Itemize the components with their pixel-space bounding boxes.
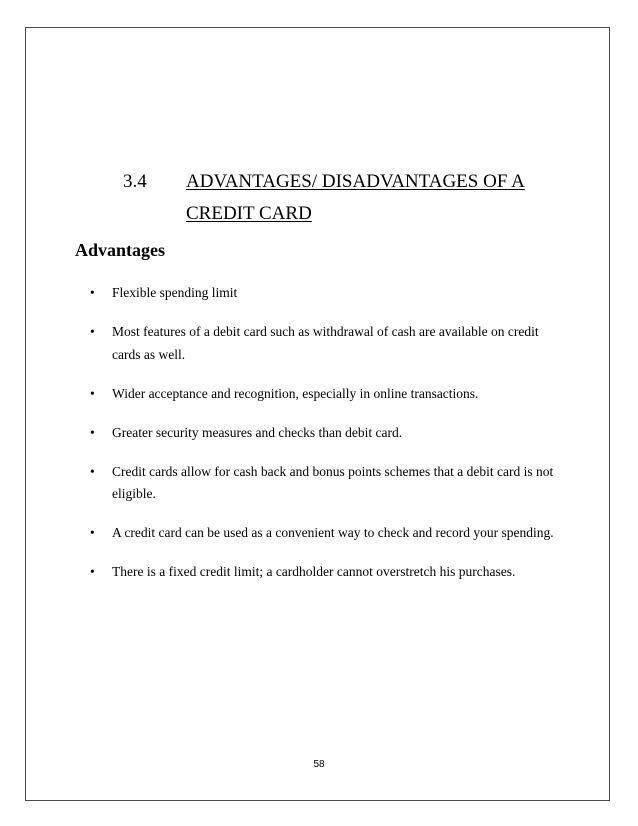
- bullet-icon: •: [90, 564, 95, 579]
- list-item-text: Wider acceptance and recognition, especially in online transactions.: [112, 385, 479, 401]
- list-item: [90, 522, 570, 545]
- list-item-text: Flexible spending limit: [112, 285, 238, 300]
- advantages-heading: Advantages: [75, 240, 166, 260]
- bullet-icon: •: [90, 463, 95, 479]
- list-item-text: Credit cards allow for cash back and bonus points schemes that a debit card is not eligible.: [112, 463, 554, 501]
- list-item: [90, 321, 570, 366]
- list-item-text: A credit card can be used as a convenient way to check and record your spending.: [112, 525, 554, 540]
- bullet-icon: •: [90, 324, 95, 339]
- section-number: 3.4: [123, 171, 147, 192]
- list-item: [90, 561, 570, 584]
- section-title: ADVANTAGES/ DISADVANTAGES OF A CREDIT CARD: [186, 171, 525, 224]
- list-item-text: There is a fixed credit limit; a cardholder cannot overstretch his purchases.: [112, 564, 516, 579]
- list-item: [90, 422, 570, 445]
- bullet-icon: •: [90, 424, 95, 440]
- advantages-list: [90, 282, 570, 600]
- page-number: 58: [313, 759, 325, 770]
- list-item: [90, 383, 570, 406]
- bullet-icon: •: [90, 385, 95, 401]
- bullet-icon: •: [90, 285, 95, 300]
- bullet-icon: •: [90, 525, 95, 540]
- list-item-text: Greater security measures and checks than debit card.: [112, 424, 403, 440]
- list-item: [90, 461, 570, 506]
- list-item: [90, 282, 570, 305]
- list-item-text: Most features of a debit card such as withdrawal of cash are available on credit cards as well.: [112, 324, 539, 362]
